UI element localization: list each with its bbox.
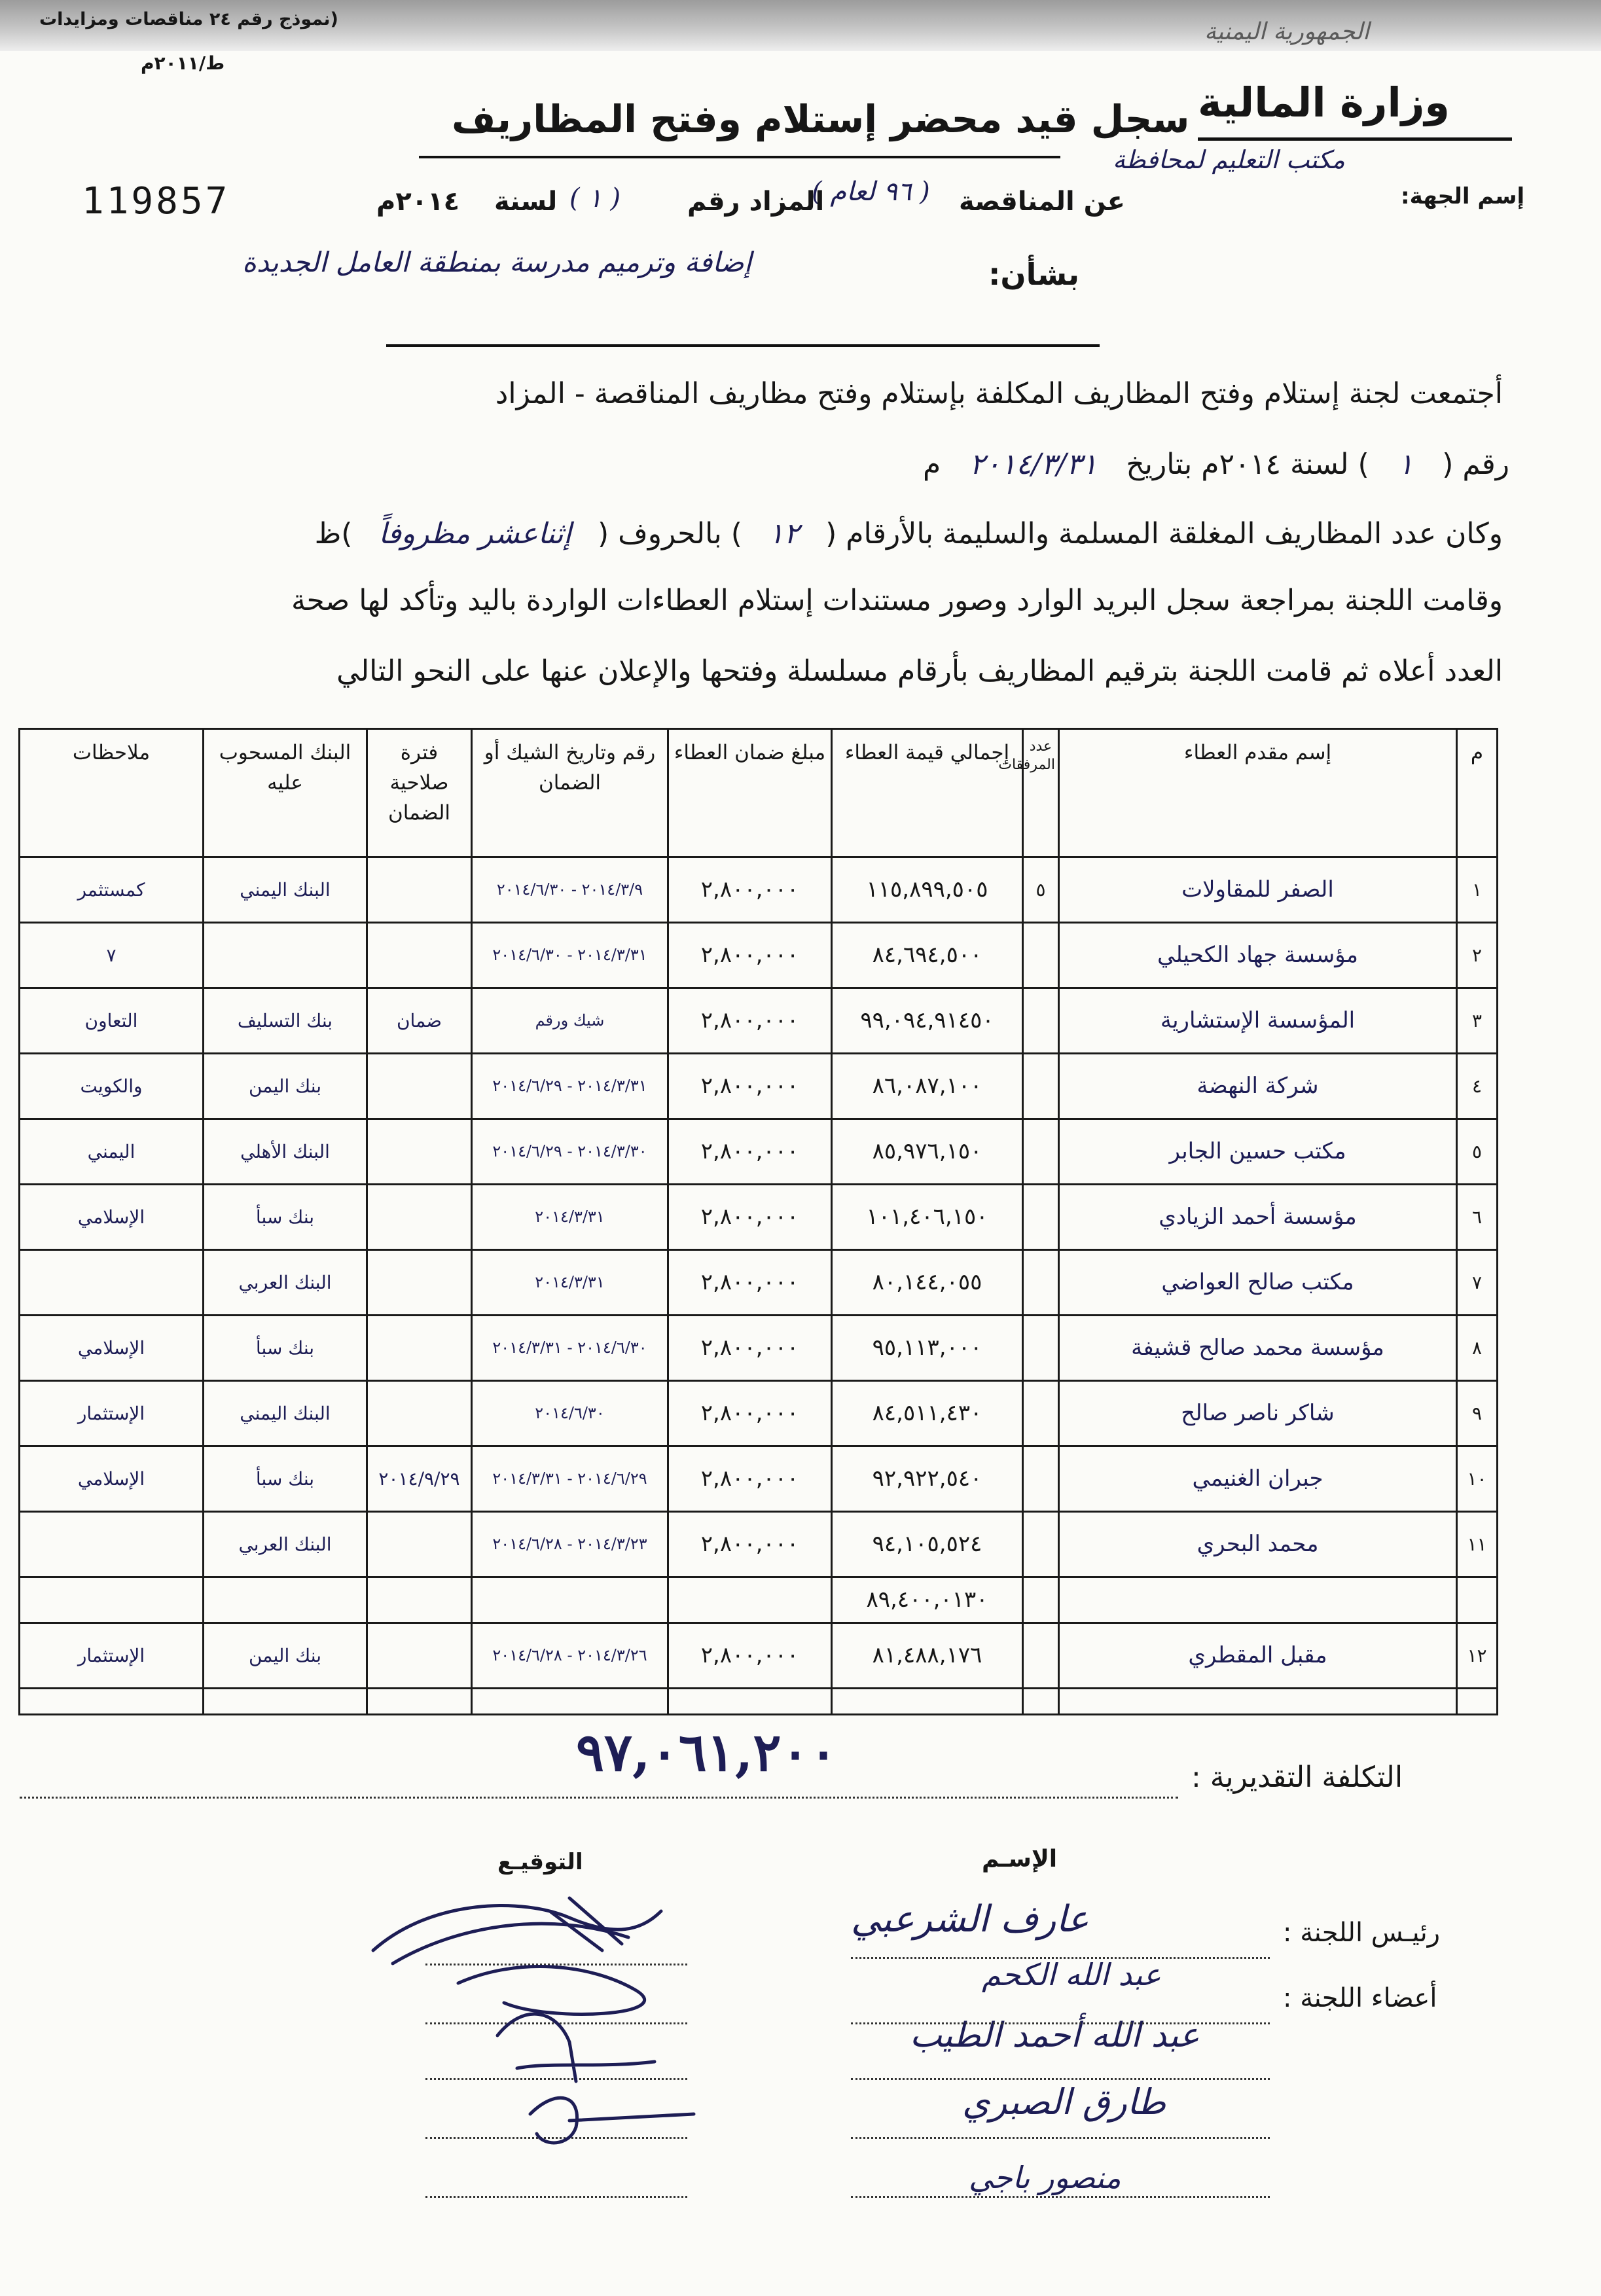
table-row [20,1315,1498,1380]
table-row [20,1511,1498,1577]
body-line-2 [923,448,1509,481]
cell-notes: ٧ [20,922,204,988]
cell-guarantee [668,1577,832,1623]
cell-validity [367,857,472,922]
cell-cheque: شيك ورقم [472,988,668,1053]
cell-notes: الإسلامي [20,1184,204,1249]
table-row [20,1623,1498,1688]
cell-total: ٨١,٤٨٨,١٧٦ [832,1623,1023,1688]
cell-bank: بنك اليمن [204,1053,367,1119]
cell-bank: بنك سبأ [204,1184,367,1249]
cell-empty [367,1688,472,1714]
cell-guarantee: ٢,٨٠٠,٠٠٠ [668,922,832,988]
member-line-4 [851,2196,1270,2198]
cell-bank [204,1577,367,1623]
cell-guarantee: ٢,٨٠٠,٠٠٠ [668,1053,832,1119]
cell-validity [367,1577,472,1623]
cell-cheque: ٢٠١٤/٦/٣٠ [472,1380,668,1446]
cell-no: ٤ [1457,1053,1498,1119]
cell-cheque: ٢٠١٤/٣/٣١ - ٢٠١٤/٦/٣٠ [472,922,668,988]
cell-empty [668,1688,832,1714]
cell-att [1023,1053,1059,1119]
line3-a: وكان عدد المظاريف المغلقة المسلمة والسليمة بالأرقام ( [825,517,1503,550]
cell-cheque: ٢٠١٤/٣/٩ - ٢٠١٤/٦/٣٠ [472,857,668,922]
cell-bank: بنك اليمن [204,1623,367,1688]
member-line-2 [851,2078,1270,2080]
line3-num: ١٢ [768,517,800,550]
col-header-total: إجمالي قيمة العطاء [832,729,1023,857]
col-header-notes: ملاحظات [20,729,204,857]
table-row [20,922,1498,988]
cell-notes: الإستثمار [20,1380,204,1446]
cell-total: ٨٤,٥١١,٤٣٠ [832,1380,1023,1446]
cell-validity: ٢٠١٤/٩/٢٩ [367,1446,472,1511]
cell-validity [367,1053,472,1119]
cell-notes [20,1511,204,1577]
cell-bank: البنك اليمني [204,1380,367,1446]
cell-cheque: ٢٠١٤/٣/٣١ [472,1184,668,1249]
serial-number: 119857 [82,180,230,223]
table-row [20,1577,1498,1623]
cost-dotted-line [20,1797,1178,1799]
cell-cheque: ٢٠١٤/٦/٣٠ - ٢٠١٤/٣/٣١ [472,1315,668,1380]
page-title: سجل قيد محضر إستلام وفتح المظاريف [452,97,1190,141]
cell-total: ٨٤,٦٩٤,٥٠٠ [832,922,1023,988]
cell-total: ١٠١,٤٠٦,١٥٠ [832,1184,1023,1249]
cell-guarantee: ٢,٨٠٠,٠٠٠ [668,1184,832,1249]
cell-notes: الإسلامي [20,1446,204,1511]
cell-name: مكتب حسين الجابر [1059,1119,1457,1184]
cell-cheque: ٢٠١٤/٣/٣٠ - ٢٠١٤/٦/٢٩ [472,1119,668,1184]
cell-no: ١ [1457,857,1498,922]
cell-cheque [472,1577,668,1623]
handwritten-signatures [353,1872,812,2173]
cell-no: ٦ [1457,1184,1498,1249]
table-header-row [20,729,1498,857]
signature-scribble-3 [497,2014,655,2081]
cell-name: مؤسسة أحمد الزيادي [1059,1184,1457,1249]
cell-empty [1059,1688,1457,1714]
cell-att [1023,1577,1059,1623]
chair-name: عارف الشرعبي [851,1898,1089,1941]
table-row [20,1249,1498,1315]
cell-validity [367,1249,472,1315]
table-row [20,988,1498,1053]
cell-att [1023,1380,1059,1446]
cell-no: ٢ [1457,922,1498,988]
cell-att [1023,1249,1059,1315]
cell-att [1023,1184,1059,1249]
cell-empty [20,1688,204,1714]
cell-att [1023,1446,1059,1511]
tenders-table [18,728,1498,1715]
cell-total: ٩٩,٠٩٤,٩١٤٥٠ [832,988,1023,1053]
col-header-no: م [1457,729,1498,857]
cell-name: مؤسسة محمد صالح قشيفة [1059,1315,1457,1380]
cell-att [1023,1119,1059,1184]
table-empty-row [20,1688,1498,1714]
print-code: ط/٢٠١١م [141,52,225,74]
cell-bank: بنك سبأ [204,1315,367,1380]
ministry-title: وزارة المالية [1198,79,1450,126]
cell-empty [1457,1688,1498,1714]
cell-notes [20,1249,204,1315]
cell-cheque: ٢٠١٤/٣/٢٦ - ٢٠١٤/٦/٢٨ [472,1623,668,1688]
chair-name-line [851,1957,1270,1959]
cell-total: ٨٠,١٤٤,٠٥٥ [832,1249,1023,1315]
cell-no [1457,1577,1498,1623]
line2-b: ) لسنة ٢٠١٤م بتاريخ [1126,448,1369,481]
table-row [20,1053,1498,1119]
cell-notes: التعاون [20,988,204,1053]
cell-empty [472,1688,668,1714]
col-header-name: إسم مقدم العطاء [1059,729,1457,857]
table-row [20,1446,1498,1511]
cell-validity [367,1511,472,1577]
body-line-3 [315,517,1503,550]
cell-att [1023,988,1059,1053]
body-line-1: أجتمعت لجنة إستلام وفتح المظاريف المكلفة بإستلام وفتح مظاريف المناقصة - المزاد [495,377,1503,410]
line2-num: ١ [1397,448,1414,481]
line3-words: إثناعشر مظروفاً [378,517,571,550]
table-row [20,1380,1498,1446]
col-header-bank: البنك المسحوب عليه [204,729,367,857]
cell-total: ٨٩,٤٠٠,٠١٣٠ [832,1577,1023,1623]
entity-value: مكتب التعليم لمحافظة [1113,145,1345,174]
cell-bank: البنك اليمني [204,857,367,922]
cell-guarantee: ٢,٨٠٠,٠٠٠ [668,1315,832,1380]
cell-no: ١٠ [1457,1446,1498,1511]
subject-value: إضافة وترميم مدرسة بمنطقة العامل الجديدة [242,246,752,278]
col-header-validity: فترة صلاحية الضمان [367,729,472,857]
cell-att [1023,1511,1059,1577]
cell-total: ٩٢,٩٢٢,٥٤٠ [832,1446,1023,1511]
cell-bank: البنك العربي [204,1511,367,1577]
cell-empty [204,1688,367,1714]
member-name-1: عبد الله الكحم [982,1957,1161,1992]
cell-notes [20,1577,204,1623]
cell-validity [367,1623,472,1688]
member-line-3 [851,2137,1270,2139]
ministry-stamp: الجمهورية اليمنية [1204,18,1370,45]
cell-att: ٥ [1023,857,1059,922]
body-line-4: وقامت اللجنة بمراجعة سجل البريد الوارد وصور مستندات إستلام العطاءات الواردة باليد وتأكد لها صحة [291,584,1503,617]
subject-underline [386,344,1100,347]
cell-validity [367,1315,472,1380]
year-label: لسنة [494,187,558,217]
cell-name: شركة النهضة [1059,1053,1457,1119]
cost-value: ٩٧,٠٦١,٢٠٠ [576,1721,838,1783]
cell-guarantee: ٢,٨٠٠,٠٠٠ [668,1623,832,1688]
cell-bank: بنك التسليف [204,988,367,1053]
cell-total: ١١٥,٨٩٩,٥٠٥ [832,857,1023,922]
member-name-2: عبد الله أحمد الطيب [910,2016,1200,2055]
auction-label: المزاد رقم [687,187,825,217]
cell-validity: ضمان [367,988,472,1053]
cell-validity [367,1119,472,1184]
line2-c: م [923,448,941,481]
cell-guarantee: ٢,٨٠٠,٠٠٠ [668,1119,832,1184]
cost-label: التكلفة التقديرية : [1191,1761,1403,1794]
cell-att [1023,922,1059,988]
cell-no: ٥ [1457,1119,1498,1184]
cell-total: ٩٤,١٠٥,٥٢٤ [832,1511,1023,1577]
entity-label: إسم الجهة: [1401,183,1525,209]
cell-name: شاكر ناصر صالح [1059,1380,1457,1446]
cell-name [1059,1577,1457,1623]
cell-no: ٨ [1457,1315,1498,1380]
cell-no: ١٢ [1457,1623,1498,1688]
line3-b: ) بالحروف ( [597,517,742,550]
sign-line-5 [425,2196,687,2198]
cell-total: ٨٥,٩٧٦,١٥٠ [832,1119,1023,1184]
subject-label: بشأن: [988,257,1080,292]
cell-validity [367,922,472,988]
body-line-5: العدد أعلاه ثم قامت اللجنة بترقيم المظاريف بأرقام مسلسلة وفتحها والإعلان عنها على النحو التالي [336,655,1503,688]
name-header: الإسـم [982,1846,1058,1873]
line2-a: رقم ( [1442,448,1509,481]
signature-scribble-1 [373,1898,661,1964]
cell-validity [367,1380,472,1446]
form-code: (نموذج رقم ٢٤ مناقصات ومزايدات [39,9,338,29]
tender-value: ( ٩٦ لعام ) [812,177,930,207]
cell-empty [832,1688,1023,1714]
tender-label: عن المناقصة [959,187,1126,217]
cell-name: مكتب صالح العواضي [1059,1249,1457,1315]
cell-notes: الإستثمار [20,1623,204,1688]
cell-total: ٩٥,١١٣,٠٠٠ [832,1315,1023,1380]
cell-no: ١١ [1457,1511,1498,1577]
year-value: ٢٠١٤م [376,187,459,217]
col-header-cheque: رقم وتاريخ الشيك أو الضمان [472,729,668,857]
cell-total: ٨٦,٠٨٧,١٠٠ [832,1053,1023,1119]
cell-no: ٩ [1457,1380,1498,1446]
cell-guarantee: ٢,٨٠٠,٠٠٠ [668,1249,832,1315]
cell-cheque: ٢٠١٤/٣/٣١ [472,1249,668,1315]
cell-cheque: ٢٠١٤/٦/٢٩ - ٢٠١٤/٣/٣١ [472,1446,668,1511]
cell-guarantee: ٢,٨٠٠,٠٠٠ [668,1446,832,1511]
sign-header: التوقيـع [497,1849,583,1875]
cell-guarantee: ٢,٨٠٠,٠٠٠ [668,1380,832,1446]
col-header-attachments: عدد المرفقات [1023,729,1059,857]
cell-name: الصفر للمقاولات [1059,857,1457,922]
signature-scribble-4 [530,2098,694,2143]
member-name-4: منصور باجي [969,2160,1121,2195]
cell-name: جبران الغنيمي [1059,1446,1457,1511]
auction-value: ( ١ ) [569,183,621,213]
member-name-3: طارق الصبري [962,2081,1166,2123]
cell-att [1023,1623,1059,1688]
table-row [20,1184,1498,1249]
cell-no: ٣ [1457,988,1498,1053]
cell-bank: البنك العربي [204,1249,367,1315]
cell-notes: كمستثمر [20,857,204,922]
cell-cheque: ٢٠١٤/٣/٣١ - ٢٠١٤/٦/٢٩ [472,1053,668,1119]
cell-validity [367,1184,472,1249]
line3-c: )ظ [314,517,353,550]
table-row [20,857,1498,922]
cell-notes: والكويت [20,1053,204,1119]
cell-bank [204,922,367,988]
cell-empty [1023,1688,1059,1714]
member-line-1 [851,2022,1270,2024]
cell-no: ٧ [1457,1249,1498,1315]
cell-name: محمد البحري [1059,1511,1457,1577]
line2-date: ٢٠١٤/٣/٣١ [969,448,1098,481]
col-header-guarantee: مبلغ ضمان العطاء [668,729,832,857]
members-label: أعضاء اللجنة : [1283,1983,1437,2013]
table-row [20,1119,1498,1184]
cell-cheque: ٢٠١٤/٣/٢٣ - ٢٠١٤/٦/٢٨ [472,1511,668,1577]
cell-att [1023,1315,1059,1380]
ministry-underline [1198,137,1512,141]
cell-guarantee: ٢,٨٠٠,٠٠٠ [668,1511,832,1577]
cell-guarantee: ٢,٨٠٠,٠٠٠ [668,857,832,922]
cell-notes: اليمني [20,1119,204,1184]
chair-label: رئيـس اللجنة : [1283,1918,1441,1948]
signature-scribble-2 [458,1967,645,2015]
cell-notes: الإسلامي [20,1315,204,1380]
cell-bank: البنك الأهلي [204,1119,367,1184]
cell-name: المؤسسة الإستشارية [1059,988,1457,1053]
cell-guarantee: ٢,٨٠٠,٠٠٠ [668,988,832,1053]
cell-name: مؤسسة جهاد الكحيلي [1059,922,1457,988]
cell-name: مقبل المقطري [1059,1623,1457,1688]
title-underline [419,156,1060,158]
cell-bank: بنك سبأ [204,1446,367,1511]
